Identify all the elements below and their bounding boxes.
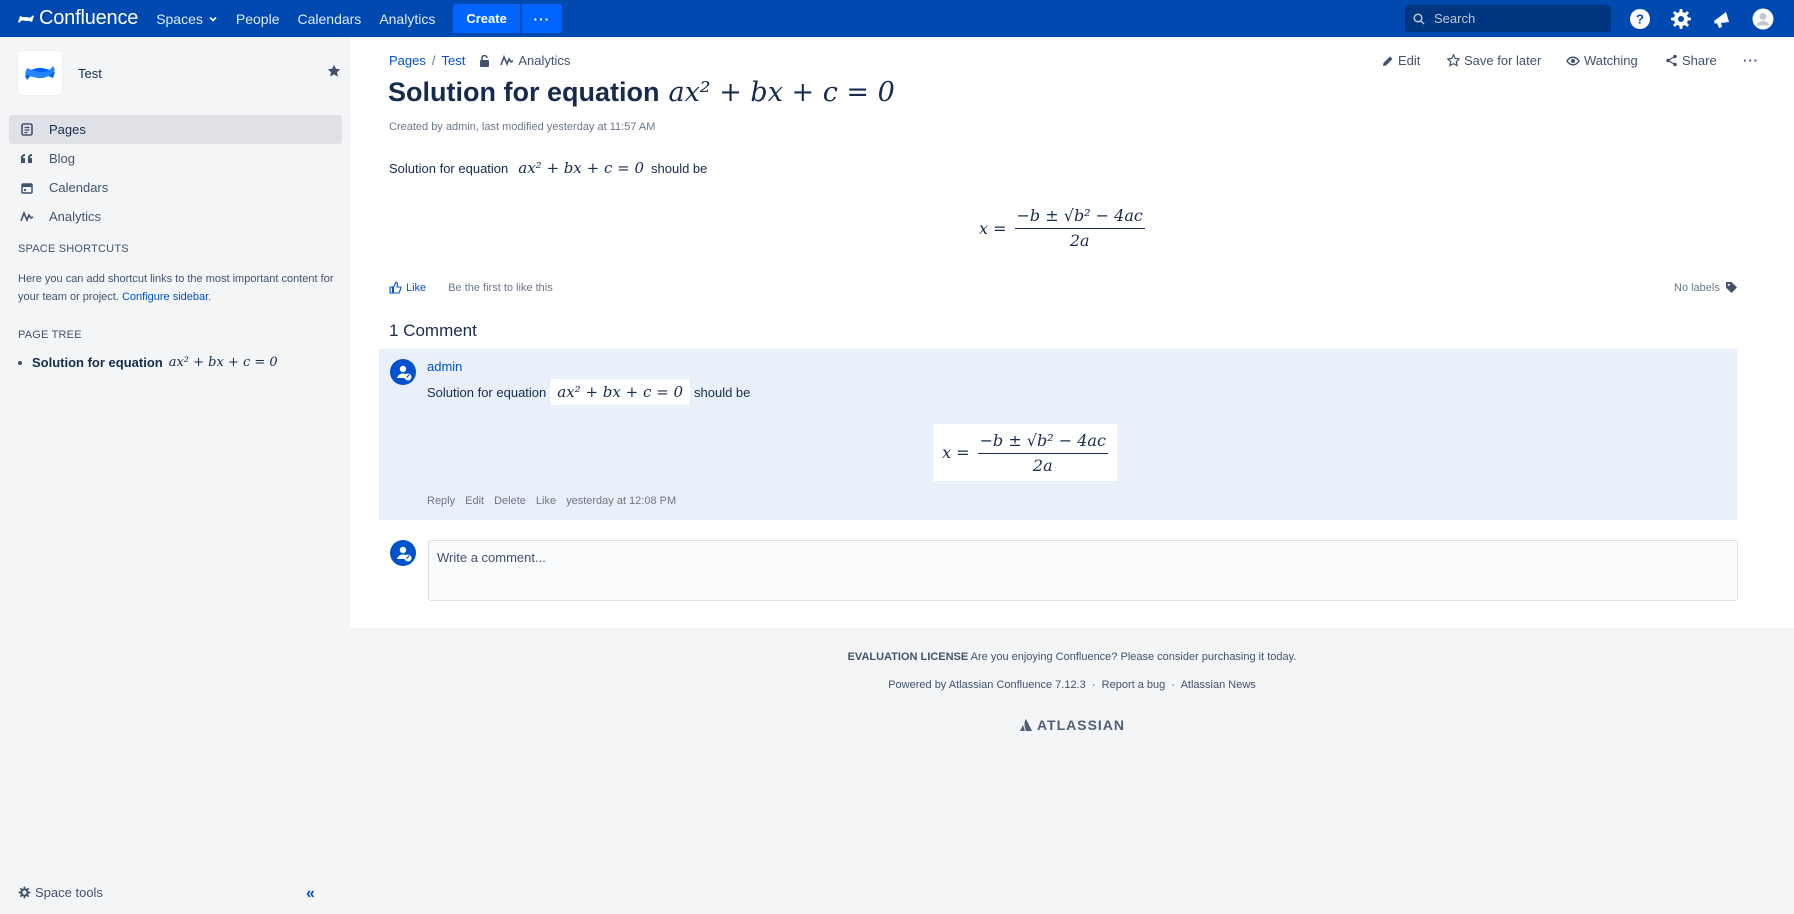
pages-icon [19, 123, 35, 136]
watching-button[interactable] [1566, 53, 1638, 68]
page-tree-heading: PAGE TREE [18, 329, 82, 341]
comment-timestamp[interactable]: yesterday at 12:08 PM [566, 495, 677, 507]
page-title [388, 77, 895, 108]
labels-text: No labels [1674, 281, 1720, 294]
comment-editor[interactable] [428, 540, 1738, 601]
space-sidebar [0, 37, 350, 914]
like-button[interactable]: Like [406, 281, 427, 294]
like-link[interactable]: Like [535, 495, 557, 507]
formula-numerator: −b ± √b² − 4ac [978, 431, 1108, 454]
labels-area[interactable] [1674, 281, 1738, 294]
formula-denominator: 2a [1069, 231, 1090, 250]
search-placeholder: Search [1434, 11, 1476, 26]
analytics-icon [19, 211, 35, 222]
license-notice [350, 651, 1794, 663]
comment-quadratic-formula [933, 424, 1117, 481]
current-user-avatar [390, 540, 416, 566]
period: . [208, 291, 212, 303]
like-row [389, 281, 553, 294]
comment-actions [427, 495, 686, 507]
delete-link[interactable]: Delete [494, 495, 526, 507]
comment-item [379, 349, 1737, 520]
comment-body [427, 379, 750, 405]
sidebar-item-label: Pages [49, 122, 86, 137]
notifications-megaphone-icon[interactable] [1711, 8, 1733, 30]
nav-spaces[interactable] [156, 11, 218, 27]
tree-item-math: ax² + bx + c = 0 [168, 355, 278, 370]
tree-item-label: Solution for equation [32, 355, 163, 370]
nav-analytics[interactable]: Analytics [379, 10, 436, 27]
watching-label: Watching [1584, 53, 1638, 68]
analytics-icon [500, 55, 514, 66]
page-body-text [389, 159, 707, 177]
page-byline: Created by admin, last modified yesterday at 11:57 AM [389, 121, 656, 133]
formula-fraction [978, 431, 1108, 475]
sidebar-nav [9, 115, 342, 231]
nav-people[interactable]: People [235, 10, 280, 27]
page-tree-item[interactable] [18, 355, 278, 370]
separator: · [1168, 679, 1179, 691]
license-label: EVALUATION LICENSE [847, 651, 969, 663]
gear-icon [18, 886, 31, 899]
license-text: Are you enjoying Confluence? Please consider purchasing it today. [970, 651, 1297, 663]
sidebar-item-label: Analytics [49, 209, 102, 224]
star-outline-icon [1447, 54, 1460, 67]
star-icon[interactable] [327, 64, 341, 83]
nav-calendars[interactable]: Calendars [297, 10, 362, 27]
edit-link[interactable]: Edit [465, 495, 485, 507]
edit-label: Edit [1398, 53, 1421, 68]
editor-placeholder: Write a comment... [437, 550, 546, 565]
space-shortcuts-text [18, 270, 338, 306]
create-more-button[interactable]: ··· [522, 4, 562, 33]
atlassian-news-link[interactable]: Atlassian News [1180, 679, 1256, 691]
atlassian-logo[interactable] [350, 717, 1794, 733]
shortcuts-description: Here you can add shortcut links to the most important content for your team or project. [18, 273, 334, 303]
comment-author[interactable]: admin [427, 359, 463, 374]
thumbs-up-icon[interactable] [389, 281, 402, 294]
collapse-sidebar-icon[interactable]: « [306, 885, 315, 902]
edit-button[interactable] [1382, 53, 1420, 68]
breadcrumb-separator: / [431, 53, 436, 68]
svg-text:?: ? [1636, 11, 1644, 27]
formula-numerator: −b ± √b² − 4ac [1015, 206, 1145, 229]
space-tools-button[interactable] [18, 885, 103, 900]
configure-sidebar-link[interactable]: Configure sidebar [121, 291, 209, 303]
share-label: Share [1682, 53, 1717, 68]
report-bug-link[interactable]: Report a bug [1101, 679, 1166, 691]
body-suffix: should be [651, 161, 708, 176]
body-prefix: Solution for equation [389, 161, 509, 176]
footer-links [350, 679, 1794, 691]
help-icon[interactable] [1629, 8, 1651, 30]
quote-icon [19, 153, 35, 164]
chevron-down-icon [208, 14, 218, 24]
create-button[interactable]: Create [453, 4, 519, 33]
analytics-label: Analytics [518, 53, 571, 68]
sidebar-item-pages[interactable] [9, 115, 342, 144]
save-label: Save for later [1464, 53, 1542, 68]
unlock-icon[interactable] [479, 55, 490, 67]
comment-prefix: Solution for equation [427, 384, 547, 400]
eye-icon [1566, 55, 1580, 67]
sidebar-item-label: Blog [49, 151, 76, 166]
sidebar-item-label: Calendars [49, 180, 109, 195]
formula-denominator: 2a [1032, 455, 1053, 475]
confluence-logo-icon [18, 12, 34, 26]
space-header[interactable] [18, 51, 102, 95]
title-text: Solution for equation [388, 77, 660, 107]
formula-lhs: x = [942, 443, 970, 462]
title-math: ax² + bx + c = 0 [668, 77, 895, 108]
formula-lhs: x = [979, 218, 1007, 238]
breadcrumb-test[interactable]: Test [441, 53, 466, 68]
nav-spaces-label: Spaces [156, 10, 203, 27]
reply-link[interactable]: Reply [427, 495, 456, 507]
calendar-icon [19, 182, 35, 194]
pencil-icon [1382, 55, 1394, 67]
logo-text: Confluence [39, 7, 139, 29]
atlassian-brand: ATLASSIAN [1036, 717, 1126, 733]
quadratic-formula [979, 206, 1145, 250]
comment-math: ax² + bx + c = 0 [550, 379, 690, 405]
comment-suffix: should be [694, 384, 751, 400]
page-content [350, 37, 1794, 628]
tag-icon [1725, 281, 1738, 294]
space-logo [18, 51, 62, 95]
space-name: Test [78, 65, 102, 81]
settings-gear-icon[interactable] [1670, 8, 1692, 30]
atlassian-logo-icon [1019, 718, 1033, 732]
confluence-logo[interactable] [18, 7, 138, 30]
share-icon [1665, 54, 1678, 67]
bullet [18, 361, 22, 365]
separator: · [1088, 679, 1099, 691]
space-shortcuts-heading: SPACE SHORTCUTS [18, 243, 129, 255]
share-button[interactable] [1665, 53, 1717, 68]
user-avatar-icon[interactable] [1752, 8, 1774, 30]
sidebar-item-analytics[interactable] [9, 202, 342, 231]
body-math: ax² + bx + c = 0 [518, 159, 645, 177]
like-status-text: Be the first to like this [448, 281, 553, 294]
sidebar-item-blog[interactable] [9, 144, 342, 173]
sidebar-item-calendars[interactable] [9, 173, 342, 202]
space-logo-icon [25, 59, 55, 87]
top-navigation-bar [0, 0, 1794, 37]
search-icon [1413, 13, 1425, 25]
more-actions-icon[interactable]: ··· [1743, 53, 1759, 68]
save-for-later-button[interactable] [1447, 53, 1541, 68]
comments-heading: 1 Comment [389, 321, 477, 340]
powered-by-link[interactable]: Powered by Atlassian Confluence 7.12.3 [888, 679, 1086, 691]
comment-avatar[interactable] [390, 359, 416, 385]
breadcrumb [389, 53, 570, 68]
formula-fraction [1015, 206, 1145, 250]
analytics-link[interactable] [500, 53, 570, 68]
search-input[interactable] [1405, 5, 1611, 32]
space-tools-label: Space tools [35, 885, 103, 900]
breadcrumb-pages[interactable]: Pages [389, 53, 426, 68]
